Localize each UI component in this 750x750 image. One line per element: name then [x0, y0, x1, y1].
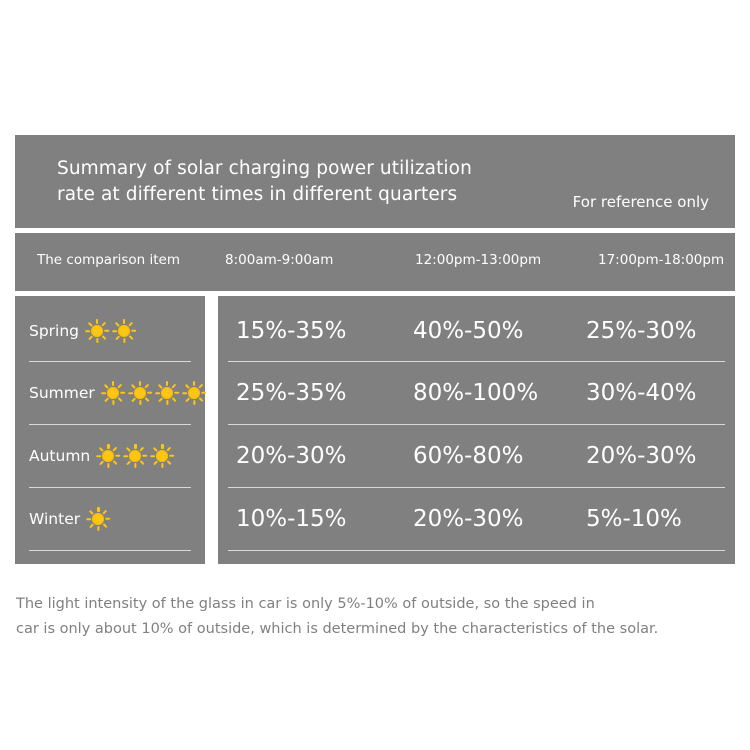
- value-spring-morning: 15%-35%: [236, 318, 347, 344]
- sun-ray: [107, 463, 109, 468]
- sun-icon: [101, 381, 125, 405]
- sun-ray: [139, 381, 141, 386]
- sun-ray: [115, 335, 120, 340]
- column-header-noon: 12:00pm-13:00pm: [415, 252, 542, 268]
- sun-ray: [126, 460, 131, 465]
- sun-ray: [134, 463, 136, 468]
- sun-ray: [104, 330, 109, 332]
- page-title-line-1: Summary of solar charging power utilization: [57, 157, 472, 179]
- sun-ray: [105, 518, 110, 520]
- sun-ray: [96, 338, 98, 343]
- value-summer-evening: 30%-40%: [586, 380, 697, 406]
- title-band: [15, 135, 735, 228]
- value-spring-evening: 25%-30%: [586, 318, 697, 344]
- sun-ray: [140, 447, 145, 452]
- sun-ray: [171, 397, 176, 402]
- sun-ray: [198, 384, 203, 389]
- sun-ray: [128, 335, 133, 340]
- sun-ray: [113, 460, 118, 465]
- values-panel: [218, 296, 735, 564]
- sun-ray: [167, 460, 172, 465]
- sun-ray: [171, 384, 176, 389]
- table-row: [29, 425, 191, 488]
- column-header-morning: 8:00am-9:00am: [225, 252, 334, 268]
- sun-ray: [161, 463, 163, 468]
- sun-ray: [144, 384, 149, 389]
- sun-icon: [86, 507, 110, 531]
- sun-ray: [120, 392, 125, 394]
- sun-ray: [96, 455, 101, 457]
- sun-ray: [117, 397, 122, 402]
- sun-ray: [182, 392, 187, 394]
- sun-ray: [140, 460, 145, 465]
- sun-ray: [155, 392, 160, 394]
- sun-ray: [185, 397, 190, 402]
- value-autumn-morning: 20%-30%: [236, 443, 347, 469]
- sun-ray: [112, 400, 114, 405]
- footnote-line-1: The light intensity of the glass in car is only 5%-10% of outside, so the speed in: [16, 596, 595, 612]
- table-row: [228, 488, 725, 551]
- sun-ray: [150, 455, 155, 457]
- sun-ray: [115, 455, 120, 457]
- sun-icon: [150, 444, 174, 468]
- sun-ray: [158, 384, 163, 389]
- sun-ray: [128, 392, 133, 394]
- sun-ray: [101, 322, 106, 327]
- sun-ray: [99, 460, 104, 465]
- sun-icon-group-autumn: [96, 444, 174, 468]
- sun-icon: [128, 381, 152, 405]
- sun-ray: [123, 338, 125, 343]
- table-row: [228, 425, 725, 488]
- sun-ray: [153, 460, 158, 465]
- column-header-item: The comparison item: [37, 252, 181, 268]
- table-row: [29, 488, 191, 551]
- value-summer-noon: 80%-100%: [413, 380, 539, 406]
- sun-ray: [96, 319, 98, 324]
- sun-ray: [88, 335, 93, 340]
- sun-ray: [101, 335, 106, 340]
- sun-icon-group-spring: [85, 319, 136, 343]
- sun-ray: [201, 392, 206, 394]
- sun-ray: [123, 455, 128, 457]
- sun-ray: [112, 381, 114, 386]
- value-winter-noon: 20%-30%: [413, 506, 524, 532]
- quarter-label-autumn: Autumn: [29, 447, 91, 465]
- sun-ray: [102, 523, 107, 528]
- sun-ray: [166, 400, 168, 405]
- table-row: [29, 301, 191, 362]
- sun-ray: [97, 526, 99, 531]
- sun-icon-group-summer: [101, 381, 206, 405]
- sun-ray: [174, 392, 179, 394]
- table-row: [228, 362, 725, 425]
- sun-ray: [169, 455, 174, 457]
- sun-ray: [166, 381, 168, 386]
- sun-icon: [155, 381, 179, 405]
- sun-ray: [89, 523, 94, 528]
- footnote: [16, 592, 716, 642]
- sun-icon: [112, 319, 136, 343]
- quarter-label-summer: Summer: [29, 384, 95, 402]
- sun-ray: [131, 397, 136, 402]
- sun-ray: [167, 447, 172, 452]
- table-row: [228, 301, 725, 362]
- value-spring-noon: 40%-50%: [413, 318, 524, 344]
- value-summer-morning: 25%-35%: [236, 380, 347, 406]
- sun-icon: [182, 381, 206, 405]
- reference-note: For reference only: [572, 193, 709, 211]
- table-row: [29, 362, 191, 425]
- sun-ray: [128, 322, 133, 327]
- sun-ray: [101, 392, 106, 394]
- page-title: [57, 156, 472, 208]
- sun-ray: [104, 397, 109, 402]
- sun-ray: [142, 455, 147, 457]
- value-autumn-evening: 20%-30%: [586, 443, 697, 469]
- sun-ray: [123, 319, 125, 324]
- sun-ray: [86, 518, 91, 520]
- sun-ray: [117, 384, 122, 389]
- sun-icon: [96, 444, 120, 468]
- value-autumn-noon: 60%-80%: [413, 443, 524, 469]
- quarter-label-winter: Winter: [29, 510, 81, 528]
- sun-ray: [131, 384, 136, 389]
- sun-ray: [139, 400, 141, 405]
- sun-ray: [131, 330, 136, 332]
- sun-icon: [123, 444, 147, 468]
- value-winter-morning: 10%-15%: [236, 506, 347, 532]
- sun-ray: [161, 444, 163, 449]
- quarter-label-spring: Spring: [29, 322, 80, 340]
- page-title-line-2: rate at different times in different quarters: [57, 183, 458, 205]
- sun-ray: [97, 507, 99, 512]
- sun-ray: [134, 444, 136, 449]
- sun-ray: [107, 444, 109, 449]
- sun-ray: [144, 397, 149, 402]
- sun-ray: [193, 381, 195, 386]
- sun-ray: [193, 400, 195, 405]
- sun-ray: [185, 384, 190, 389]
- column-header-evening: 17:00pm-18:00pm: [598, 252, 725, 268]
- table-header-row: [15, 233, 735, 291]
- footnote-line-2: car is only about 10% of outside, which is determined by the characteristics of the solar.: [16, 621, 659, 637]
- sun-ray: [198, 397, 203, 402]
- sun-icon-group-winter: [86, 507, 110, 531]
- sun-ray: [113, 447, 118, 452]
- sun-icon: [85, 319, 109, 343]
- value-winter-evening: 5%-10%: [586, 506, 682, 532]
- quarter-label-panel: [15, 296, 205, 564]
- sun-ray: [112, 330, 117, 332]
- sun-ray: [85, 330, 90, 332]
- sun-ray: [102, 510, 107, 515]
- sun-ray: [158, 397, 163, 402]
- sun-ray: [104, 384, 109, 389]
- sun-ray: [147, 392, 152, 394]
